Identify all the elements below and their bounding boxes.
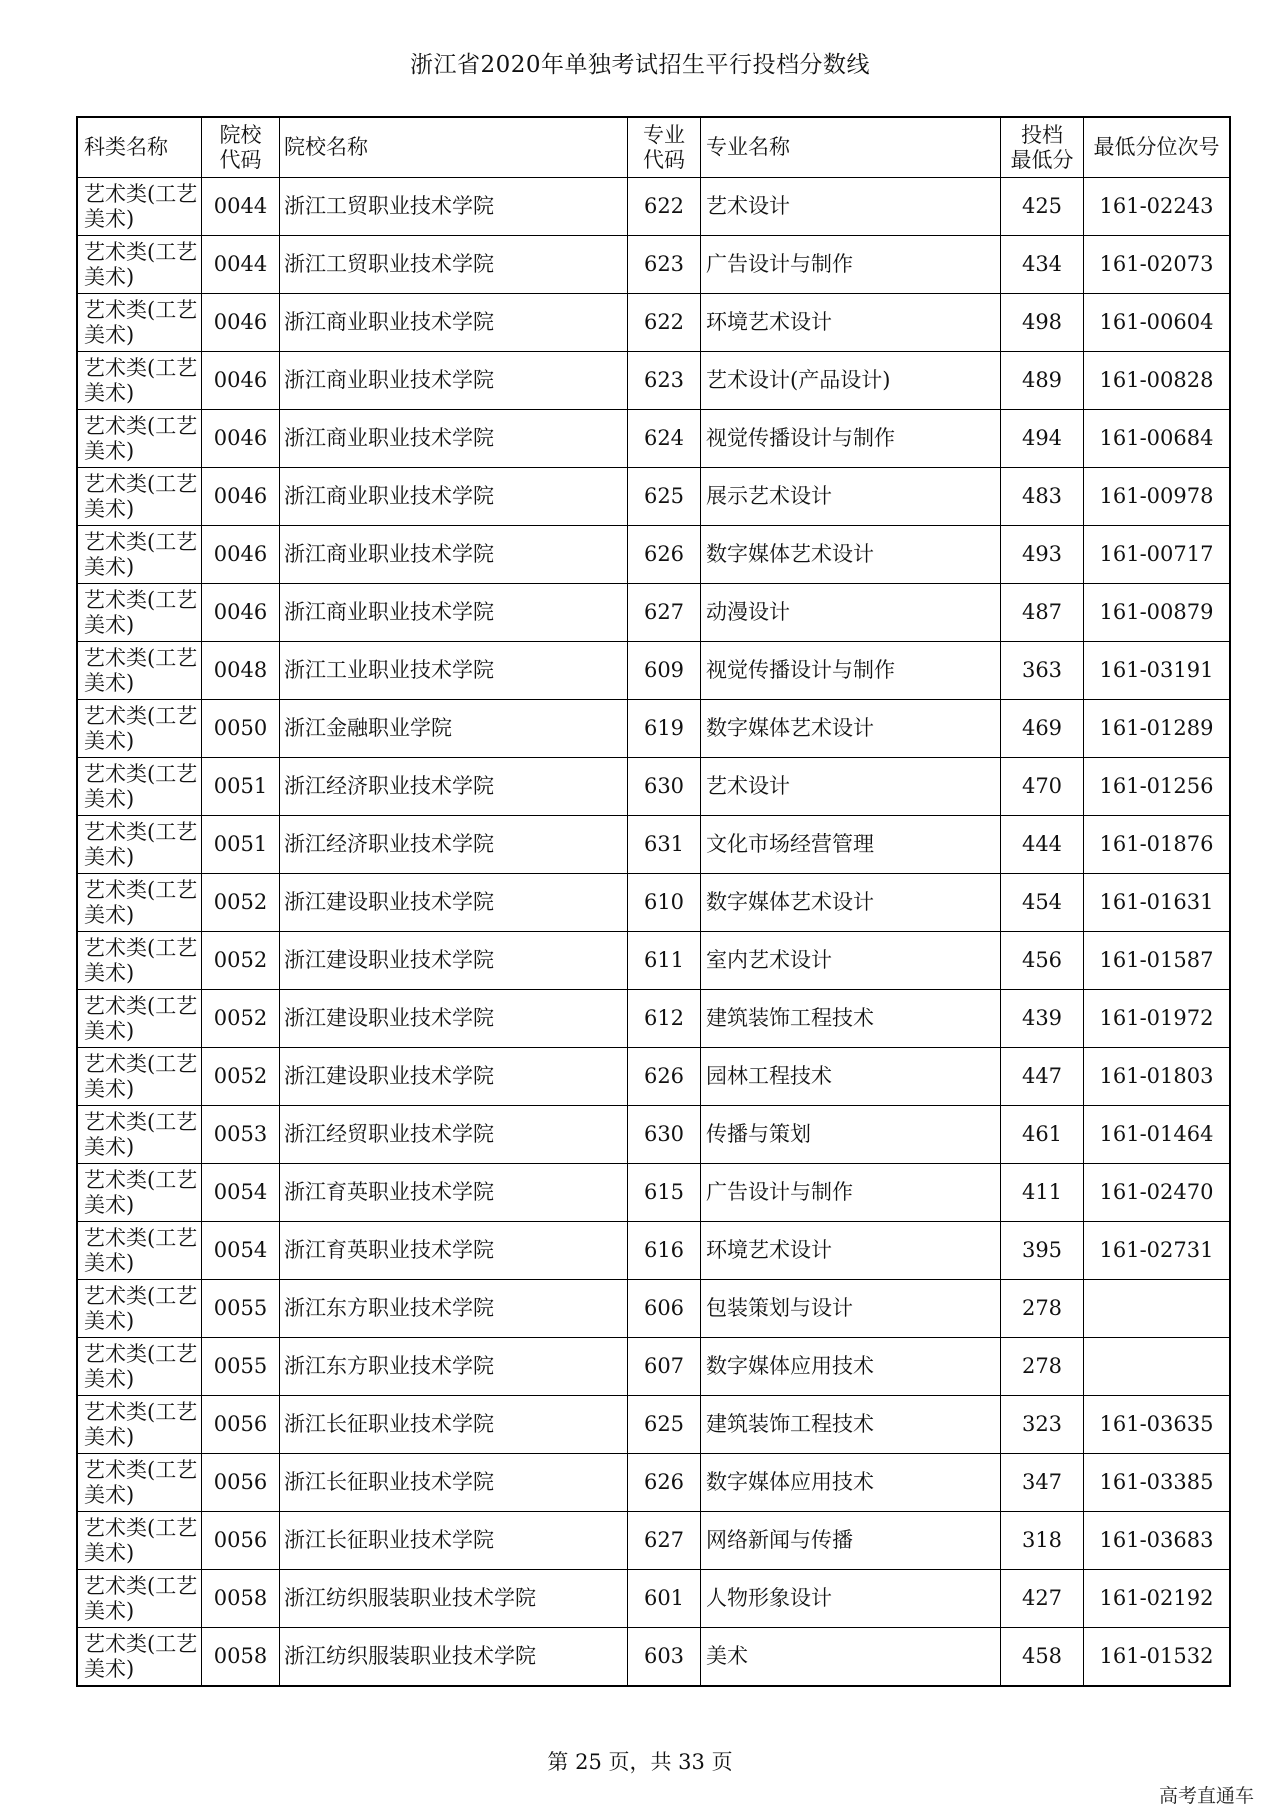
cell-category: 艺术类(工艺美术) — [77, 1628, 202, 1687]
cell-school-code: 0058 — [202, 1628, 280, 1687]
cell-category: 艺术类(工艺美术) — [77, 178, 202, 236]
cell-school-code: 0046 — [202, 468, 280, 526]
cell-school-code: 0055 — [202, 1280, 280, 1338]
cell-min-score: 395 — [1001, 1222, 1084, 1280]
cell-major-code: 622 — [628, 294, 701, 352]
header-major-name: 专业名称 — [701, 117, 1001, 178]
cell-min-score: 493 — [1001, 526, 1084, 584]
cell-major-code: 626 — [628, 1048, 701, 1106]
cell-school-code: 0056 — [202, 1396, 280, 1454]
cell-category: 艺术类(工艺美术) — [77, 1048, 202, 1106]
table-header-row — [77, 117, 1230, 178]
table-row — [77, 178, 1230, 236]
table-row — [77, 990, 1230, 1048]
cell-school-name: 浙江工贸职业技术学院 — [280, 236, 628, 294]
cell-min-score: 454 — [1001, 874, 1084, 932]
table-row — [77, 468, 1230, 526]
cell-category: 艺术类(工艺美术) — [77, 236, 202, 294]
cell-school-name: 浙江商业职业技术学院 — [280, 294, 628, 352]
cell-category: 艺术类(工艺美术) — [77, 352, 202, 410]
cell-min-score: 483 — [1001, 468, 1084, 526]
cell-major-code: 625 — [628, 468, 701, 526]
cell-school-name: 浙江商业职业技术学院 — [280, 468, 628, 526]
cell-category: 艺术类(工艺美术) — [77, 1396, 202, 1454]
cell-category: 艺术类(工艺美术) — [77, 874, 202, 932]
cell-major-name: 美术 — [701, 1628, 1001, 1687]
cell-min-rank: 161-02192 — [1084, 1570, 1231, 1628]
cell-major-code: 626 — [628, 526, 701, 584]
cell-school-code: 0052 — [202, 932, 280, 990]
cell-min-rank — [1084, 1280, 1231, 1338]
cell-school-code: 0052 — [202, 874, 280, 932]
cell-category: 艺术类(工艺美术) — [77, 990, 202, 1048]
cell-min-rank: 161-00879 — [1084, 584, 1231, 642]
cell-major-name: 数字媒体应用技术 — [701, 1338, 1001, 1396]
cell-major-code: 627 — [628, 1512, 701, 1570]
cell-school-name: 浙江东方职业技术学院 — [280, 1338, 628, 1396]
header-min-score: 投档 最低分 — [1001, 117, 1084, 178]
cell-major-code: 612 — [628, 990, 701, 1048]
cell-school-name: 浙江纺织服装职业技术学院 — [280, 1628, 628, 1687]
cell-category: 艺术类(工艺美术) — [77, 526, 202, 584]
cell-major-name: 环境艺术设计 — [701, 1222, 1001, 1280]
cell-min-score: 489 — [1001, 352, 1084, 410]
cell-major-name: 数字媒体应用技术 — [701, 1454, 1001, 1512]
cell-major-name: 室内艺术设计 — [701, 932, 1001, 990]
cell-category: 艺术类(工艺美术) — [77, 1512, 202, 1570]
cell-min-rank: 161-01631 — [1084, 874, 1231, 932]
cell-major-name: 广告设计与制作 — [701, 236, 1001, 294]
cell-school-name: 浙江长征职业技术学院 — [280, 1396, 628, 1454]
cell-school-code: 0056 — [202, 1512, 280, 1570]
cell-school-code: 0052 — [202, 990, 280, 1048]
cell-category: 艺术类(工艺美术) — [77, 1222, 202, 1280]
cell-min-rank: 161-03385 — [1084, 1454, 1231, 1512]
cell-major-name: 传播与策划 — [701, 1106, 1001, 1164]
cell-major-code: 623 — [628, 236, 701, 294]
cell-category: 艺术类(工艺美术) — [77, 584, 202, 642]
table-row — [77, 1164, 1230, 1222]
cell-school-name: 浙江建设职业技术学院 — [280, 1048, 628, 1106]
cell-major-code: 619 — [628, 700, 701, 758]
cell-min-score: 318 — [1001, 1512, 1084, 1570]
cell-school-code: 0046 — [202, 294, 280, 352]
cell-min-rank: 161-01587 — [1084, 932, 1231, 990]
cell-min-rank: 161-00684 — [1084, 410, 1231, 468]
cell-school-code: 0054 — [202, 1222, 280, 1280]
cell-major-code: 616 — [628, 1222, 701, 1280]
cell-min-rank: 161-01464 — [1084, 1106, 1231, 1164]
header-school-code: 院校 代码 — [202, 117, 280, 178]
table-row — [77, 294, 1230, 352]
header-school-name: 院校名称 — [280, 117, 628, 178]
table-row — [77, 816, 1230, 874]
cell-major-name: 建筑装饰工程技术 — [701, 990, 1001, 1048]
cell-major-name: 展示艺术设计 — [701, 468, 1001, 526]
cell-min-score: 278 — [1001, 1338, 1084, 1396]
cell-school-code: 0053 — [202, 1106, 280, 1164]
header-min-rank: 最低分位次号 — [1084, 117, 1231, 178]
table-row — [77, 236, 1230, 294]
cell-min-score: 456 — [1001, 932, 1084, 990]
cell-category: 艺术类(工艺美术) — [77, 468, 202, 526]
cell-major-code: 610 — [628, 874, 701, 932]
table-row — [77, 1338, 1230, 1396]
cell-major-name: 动漫设计 — [701, 584, 1001, 642]
cell-min-rank: 161-01972 — [1084, 990, 1231, 1048]
table-row — [77, 1512, 1230, 1570]
cell-major-code: 601 — [628, 1570, 701, 1628]
cell-min-rank: 161-01803 — [1084, 1048, 1231, 1106]
cell-major-code: 615 — [628, 1164, 701, 1222]
cell-category: 艺术类(工艺美术) — [77, 294, 202, 352]
cell-category: 艺术类(工艺美术) — [77, 1454, 202, 1512]
cell-major-name: 数字媒体艺术设计 — [701, 874, 1001, 932]
cell-category: 艺术类(工艺美术) — [77, 700, 202, 758]
cell-category: 艺术类(工艺美术) — [77, 1164, 202, 1222]
cell-category: 艺术类(工艺美术) — [77, 1106, 202, 1164]
cell-school-name: 浙江长征职业技术学院 — [280, 1512, 628, 1570]
cell-major-name: 人物形象设计 — [701, 1570, 1001, 1628]
cell-min-score: 323 — [1001, 1396, 1084, 1454]
table-row — [77, 1570, 1230, 1628]
cell-major-code: 631 — [628, 816, 701, 874]
cell-school-name: 浙江商业职业技术学院 — [280, 352, 628, 410]
cell-major-code: 622 — [628, 178, 701, 236]
table-row — [77, 1048, 1230, 1106]
cell-category: 艺术类(工艺美术) — [77, 816, 202, 874]
cell-school-name: 浙江经济职业技术学院 — [280, 758, 628, 816]
cell-min-score: 470 — [1001, 758, 1084, 816]
cell-min-rank: 161-02073 — [1084, 236, 1231, 294]
table-row — [77, 1454, 1230, 1512]
cell-min-rank: 161-03683 — [1084, 1512, 1231, 1570]
cell-min-score: 487 — [1001, 584, 1084, 642]
cell-major-name: 园林工程技术 — [701, 1048, 1001, 1106]
cell-school-name: 浙江建设职业技术学院 — [280, 990, 628, 1048]
table-row — [77, 526, 1230, 584]
cell-min-score: 444 — [1001, 816, 1084, 874]
cell-school-code: 0046 — [202, 410, 280, 468]
table-row — [77, 1106, 1230, 1164]
page-title: 浙江省2020年单独考试招生平行投档分数线 — [409, 52, 871, 78]
table-row — [77, 932, 1230, 990]
cell-min-score: 461 — [1001, 1106, 1084, 1164]
cell-category: 艺术类(工艺美术) — [77, 410, 202, 468]
cell-min-rank: 161-01289 — [1084, 700, 1231, 758]
table-body — [77, 178, 1230, 1687]
cell-school-code: 0044 — [202, 236, 280, 294]
cell-school-name: 浙江长征职业技术学院 — [280, 1454, 628, 1512]
cell-min-rank: 161-03191 — [1084, 642, 1231, 700]
cell-major-code: 623 — [628, 352, 701, 410]
cell-min-score: 278 — [1001, 1280, 1084, 1338]
header-category: 科类名称 — [77, 117, 202, 178]
cell-school-name: 浙江商业职业技术学院 — [280, 410, 628, 468]
cell-min-rank: 161-00978 — [1084, 468, 1231, 526]
cell-min-score: 347 — [1001, 1454, 1084, 1512]
cell-min-score: 494 — [1001, 410, 1084, 468]
cell-min-rank: 161-01532 — [1084, 1628, 1231, 1687]
cell-min-rank: 161-02470 — [1084, 1164, 1231, 1222]
table-row — [77, 1628, 1230, 1687]
cell-school-code: 0054 — [202, 1164, 280, 1222]
cell-school-name: 浙江育英职业技术学院 — [280, 1164, 628, 1222]
table-row — [77, 1396, 1230, 1454]
table-row — [77, 1222, 1230, 1280]
cell-min-rank: 161-00828 — [1084, 352, 1231, 410]
cell-school-name: 浙江建设职业技术学院 — [280, 874, 628, 932]
cell-category: 艺术类(工艺美术) — [77, 642, 202, 700]
cell-school-code: 0058 — [202, 1570, 280, 1628]
cell-school-name: 浙江工贸职业技术学院 — [280, 178, 628, 236]
cell-school-code: 0055 — [202, 1338, 280, 1396]
cell-major-name: 数字媒体艺术设计 — [701, 700, 1001, 758]
cell-major-name: 艺术设计 — [701, 758, 1001, 816]
cell-category: 艺术类(工艺美术) — [77, 758, 202, 816]
cell-major-code: 625 — [628, 1396, 701, 1454]
cell-school-name: 浙江商业职业技术学院 — [280, 526, 628, 584]
cell-major-code: 611 — [628, 932, 701, 990]
cell-school-code: 0050 — [202, 700, 280, 758]
cell-school-code: 0056 — [202, 1454, 280, 1512]
cell-min-rank: 161-00717 — [1084, 526, 1231, 584]
cell-min-rank: 161-01876 — [1084, 816, 1231, 874]
cell-min-score: 498 — [1001, 294, 1084, 352]
cell-major-code: 609 — [628, 642, 701, 700]
watermark-text: 高考直通车 — [1158, 1785, 1254, 1807]
header-major-code: 专业 代码 — [628, 117, 701, 178]
cell-min-score: 434 — [1001, 236, 1084, 294]
cell-school-code: 0044 — [202, 178, 280, 236]
cell-school-name: 浙江育英职业技术学院 — [280, 1222, 628, 1280]
cell-major-name: 数字媒体艺术设计 — [701, 526, 1001, 584]
cell-min-score: 363 — [1001, 642, 1084, 700]
cell-min-rank: 161-02243 — [1084, 178, 1231, 236]
cell-category: 艺术类(工艺美术) — [77, 1280, 202, 1338]
cell-min-score: 427 — [1001, 1570, 1084, 1628]
table-row — [77, 352, 1230, 410]
cell-major-code: 607 — [628, 1338, 701, 1396]
admission-score-table — [76, 116, 1231, 1687]
cell-school-code: 0051 — [202, 816, 280, 874]
cell-major-name: 艺术设计 — [701, 178, 1001, 236]
table-row — [77, 410, 1230, 468]
cell-school-code: 0051 — [202, 758, 280, 816]
cell-major-code: 606 — [628, 1280, 701, 1338]
cell-min-score: 469 — [1001, 700, 1084, 758]
cell-school-code: 0048 — [202, 642, 280, 700]
cell-major-name: 包装策划与设计 — [701, 1280, 1001, 1338]
cell-school-code: 0046 — [202, 584, 280, 642]
cell-category: 艺术类(工艺美术) — [77, 1570, 202, 1628]
cell-major-name: 广告设计与制作 — [701, 1164, 1001, 1222]
table-row — [77, 584, 1230, 642]
cell-school-name: 浙江东方职业技术学院 — [280, 1280, 628, 1338]
cell-major-name: 网络新闻与传播 — [701, 1512, 1001, 1570]
table-row — [77, 700, 1230, 758]
cell-major-code: 626 — [628, 1454, 701, 1512]
cell-major-name: 环境艺术设计 — [701, 294, 1001, 352]
page-number: 第 25 页，共 33 页 — [547, 1750, 733, 1774]
cell-min-rank — [1084, 1338, 1231, 1396]
cell-major-name: 视觉传播设计与制作 — [701, 642, 1001, 700]
table-row — [77, 874, 1230, 932]
cell-major-name: 视觉传播设计与制作 — [701, 410, 1001, 468]
cell-school-name: 浙江商业职业技术学院 — [280, 584, 628, 642]
cell-school-code: 0046 — [202, 352, 280, 410]
cell-major-code: 630 — [628, 1106, 701, 1164]
cell-category: 艺术类(工艺美术) — [77, 932, 202, 990]
cell-major-name: 艺术设计(产品设计) — [701, 352, 1001, 410]
cell-major-code: 603 — [628, 1628, 701, 1687]
cell-major-name: 文化市场经营管理 — [701, 816, 1001, 874]
cell-school-name: 浙江金融职业学院 — [280, 700, 628, 758]
cell-major-code: 624 — [628, 410, 701, 468]
cell-major-code: 630 — [628, 758, 701, 816]
cell-min-score: 411 — [1001, 1164, 1084, 1222]
cell-min-rank: 161-00604 — [1084, 294, 1231, 352]
cell-min-score: 439 — [1001, 990, 1084, 1048]
cell-major-name: 建筑装饰工程技术 — [701, 1396, 1001, 1454]
cell-min-rank: 161-02731 — [1084, 1222, 1231, 1280]
cell-min-score: 425 — [1001, 178, 1084, 236]
table-row — [77, 758, 1230, 816]
table-row — [77, 1280, 1230, 1338]
cell-min-score: 447 — [1001, 1048, 1084, 1106]
cell-min-rank: 161-01256 — [1084, 758, 1231, 816]
table-row — [77, 642, 1230, 700]
cell-major-code: 627 — [628, 584, 701, 642]
cell-school-name: 浙江纺织服装职业技术学院 — [280, 1570, 628, 1628]
cell-min-rank: 161-03635 — [1084, 1396, 1231, 1454]
cell-school-code: 0046 — [202, 526, 280, 584]
cell-school-name: 浙江经贸职业技术学院 — [280, 1106, 628, 1164]
cell-school-name: 浙江工业职业技术学院 — [280, 642, 628, 700]
cell-school-name: 浙江建设职业技术学院 — [280, 932, 628, 990]
cell-school-name: 浙江经济职业技术学院 — [280, 816, 628, 874]
cell-min-score: 458 — [1001, 1628, 1084, 1687]
cell-school-code: 0052 — [202, 1048, 280, 1106]
cell-category: 艺术类(工艺美术) — [77, 1338, 202, 1396]
